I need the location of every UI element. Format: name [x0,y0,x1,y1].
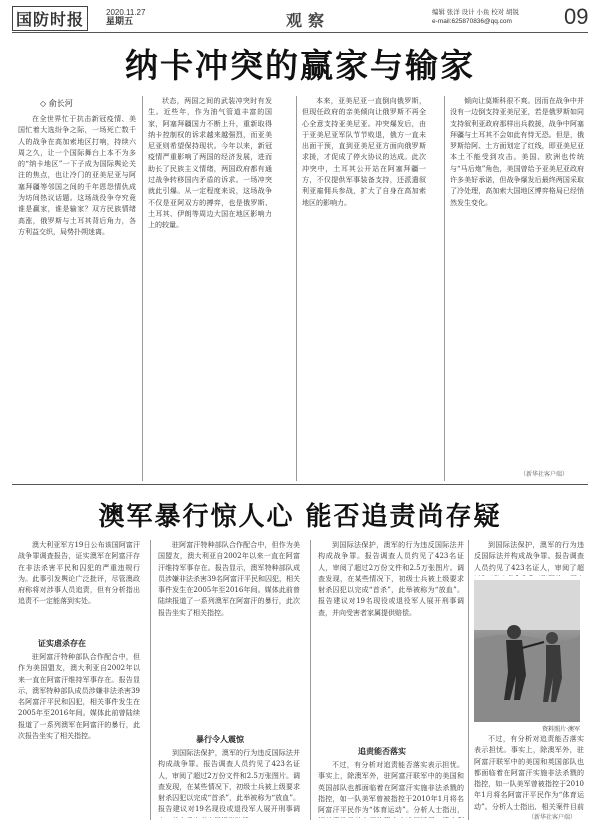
photo-caption: 资料照片·澳军 [542,726,580,733]
article1-column-3 [302,96,426,478]
article2-column-4b [474,734,584,810]
article1-byline: ◇ 俞长河 [40,99,73,108]
article2-column-3b [318,760,464,818]
soldier-silhouette-icon [474,580,580,722]
article1-credit: （新华社客户端） [520,471,569,478]
issue-date [106,8,145,26]
article2-column-1b [18,652,140,817]
article1-col3-text: 本来，亚美尼亚一直倒向俄罗斯，但现任政府的亲美倾向让俄罗斯不再全心全意支持亚美尼亚。冲突爆发后，由于亚美尼亚军队节节败退，俄方一直未出面干预，直到亚美尼亚方面向俄罗斯求援，才促成了停火协议的达成。此次冲突中，土耳其公开站在阿塞拜疆一方，不仅提供军事装备支持，还派遣叙利亚雇佣兵参战，扩大了自身在高加索地区的影响力。 [302,97,426,207]
article1-column-2 [148,96,272,478]
article2-headline: 澳军暴行惊人心 能否追责尚存疑 [98,502,502,532]
article2-col3-text: 到国际法保护，澳军的行为违反国际法并构成战争罪。报告调查人员约见了423名证人，审阅了超过2万份文件和2.5万张图片。调查发现，在某些情况下，初级士兵被上级要求射杀囚犯以完成“首杀”，此举被称为“放血”。报告建议对19名现役或退役军人展开刑事调查，并向受害者家属提供赔偿。 [318,541,464,617]
column-divider [296,96,297,481]
article2-col1-text: 澳大利亚军方19日公布该国阿富汗战争罪调查报告，证实澳军在阿富汗存在非法杀害平民和囚犯的严重违规行为。此事引发舆论广泛批评，尽管澳政府称将对涉事人员追责，但有分析指出追责不一定能落到实处。 [18,541,140,606]
email-text: e-mail:625870836@qq.com [432,18,512,25]
masthead-logo [12,6,90,31]
section-title: 观察 [286,11,331,30]
article1-headline: 纳卡冲突的赢家与输家 [125,46,475,85]
article2-column-4a [474,540,584,576]
soldiers-photo [474,580,580,722]
weekday-text: 星期五 [106,16,134,26]
editor-info [432,8,519,26]
article2-credit: （新华社客户端） [528,814,577,821]
article1-col1-text: 在全世界忙于抗击新冠疫情、美国忙着大选纷争之际，一场死亡数千人的战争在高加索地区打响，持续六周之久，让一个国际舞台上本不为多的“纳卡地区”一下子成为国际舆论关注的焦点，也让冷门的亚美尼亚与阿塞拜疆等邻国之间的千年恩怨情仇成为坊间热议话题。这场战役争夺究竟谁是赢家，谁是输家？双方民族情绪高涨，俄罗斯与土耳其背后角力，各方利益交织，局势扑朔迷离。 [18,115,136,236]
article2-col2-cont: 到国际法保护，澳军的行为违反国际法并构成战争罪。报告调查人员约见了423名证人，审阅了超过2万份文件和2.5万张图片。调查发现，在某些情况下，初级士兵被上级要求射杀囚犯以完成“首杀”，此举被称为“放血”。报告建议对19名现役或退役军人展开刑事调 [158,749,300,814]
article2-col1-cont: 驻阿富汗特种部队合作配合中，但作为美国盟友，澳大利亚自2002年以来一直在阿富汗维持军事存在。报告显示，澳军特种部队成员涉嫌非法杀害39名阿富汗平民和囚犯，相关事件发生在2005年至2016年间。媒体此前曾陆续报道了一系列澳军在阿富汗的暴行，此次报告坐实了相关指控。 [18,653,140,741]
page-number: 09 [564,4,589,29]
column-divider [468,540,469,820]
column-divider [310,540,311,820]
column-divider [142,96,143,481]
editors-text: 编辑 张洋 设计 小鱼 校对 胡锐 [432,9,520,16]
article1-column-4 [450,96,584,466]
column-divider [444,96,445,481]
subhead-1: 证实虐杀存在 [38,638,86,648]
header-rule [12,32,588,33]
article2-column-1a [18,540,140,632]
article1-col4-text: 倾向让莫斯科很不爽。因而在战争中并没有一边倒支持亚美尼亚，若是俄罗斯如同支持叙利亚政府那样出兵救援，战争中阿塞拜疆与土耳其不会如此有恃无恐。但是，俄罗斯给阿、土方面划定了红线，即亚美尼亚本土不能受到攻击。美国、欧洲也传统与“马后炮”角色，美国曾给予亚美尼亚政府许多美好承诺，但战争爆发后最终两国采取了冷处理，高加索大国地区博弈格局已经悄然发生变化。 [450,97,584,207]
article2-col2-text: 驻阿富汗特种部队合作配合中，但作为美国盟友，澳大利亚自2002年以来一直在阿富汗维持军事存在。报告显示，澳军特种部队成员涉嫌非法杀害39名阿富汗平民和囚犯，相关事件发生在2005年至2016年间。媒体此前曾陆续报道了一系列澳军在阿富汗的暴行，此次报告坐实了相关指控。 [158,541,300,617]
article2-column-2b [158,748,300,818]
article2-col4-cont: 不过，有分析对追责能否落实表示担忧。事实上，除澳军外，驻阿富汗联军中的美国和英国部队也都面临着在阿富汗实施非法杀戮的指控，如一队美军曾被指控于2010年1月将名阿富汗平民作为“体育运动”。分析人士指出，相关案件目前 [474,735,584,810]
article-separator [12,484,588,485]
logo-text: 国防时报 [12,6,88,31]
article2-column-3 [318,540,464,736]
subhead-3: 追责能否落实 [358,746,406,756]
date-text: 2020.11.27 [106,8,146,17]
article2-column-2 [158,540,300,728]
article2-col4-text: 到国际法保护，澳军的行为违反国际法并构成战争罪。报告调查人员约见了423名证人，审阅了超 [474,541,584,572]
article1-column-1 [18,114,136,474]
column-divider [150,540,151,820]
page-header [12,6,588,30]
article1-col2-text: 状态，两国之间的武装冲突时有发生。近些年，作为油气管道丰富的国家，阿塞拜疆国力不断上升，重新取得纳卡控制权的诉求越来越强烈，而亚美尼亚则希望保持现状。今年以来，新冠疫情严重影响了两国的经济发展，进而助长了民族主义情绪，两国政府都有通过战争转移国内矛盾的诉求。一场冲突就此引爆。从一定程度来说，这场战争不仅是亚阿双方的搏弈，也是俄罗斯、土耳其、伊朗等周边大国在地区影响力上的较量。 [148,97,272,230]
article2-col3-cont: 不过，有分析对追责能否落实表示担忧。事实上，除澳军外，驻阿富汗联军中的美国和英国部队也都面临着在阿富汗实施非法杀戮的指控，如一队美军曾被指控于2010年1月将名阿富汗平民作为“体育运动”。分析人士指出， [318,761,464,815]
subhead-2: 暴行令人震惊 [196,734,244,744]
